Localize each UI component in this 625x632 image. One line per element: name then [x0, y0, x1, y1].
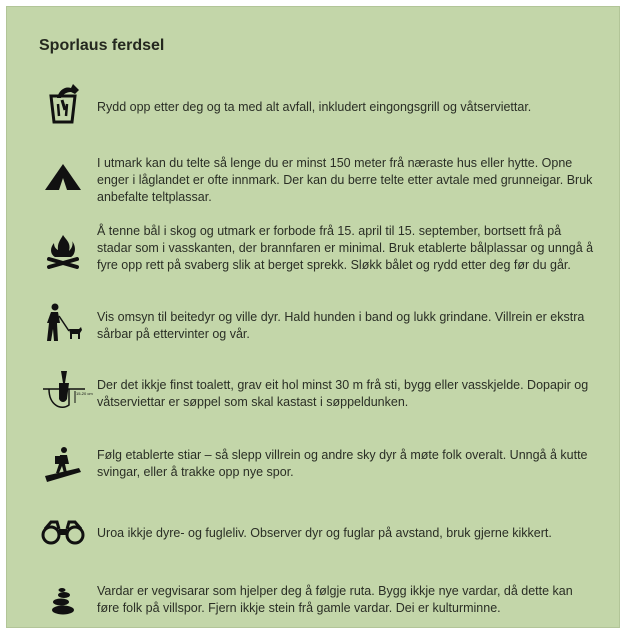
item-text: Vardar er vegvisarar som hjelper deg å følgje ruta. Bygg ikkje nye vardar, då dette kan føre folk på villspor. Fjern ikkje stein frå gamle vardar. Dei er kulturminne.	[97, 584, 573, 615]
info-card	[6, 6, 620, 628]
page-title: Sporlaus ferdsel	[39, 37, 165, 54]
item-text: Uroa ikkje dyre- og fugleliv. Observer dyr og fuglar på avstand, bruk gjerne kikkert.	[97, 526, 552, 540]
tent-icon	[41, 155, 85, 199]
depth-label: 15-20 cm	[76, 391, 93, 396]
item-text: Vis omsyn til beitedyr og ville dyr. Hald hunden i band og lukk grindane. Villrein er ekstra sårbar på ettervinter og vår.	[97, 310, 585, 341]
item-text: Å tenne bål i skog og utmark er forbode frå 15. april til 15. september, bortsett frå på stadar som i vasskanten, der brannfaren er minimal. Bruk etablerte bålplassar og unngå å fyre opp rett på svaberg slik at berget sprekk. Sløkk bålet og rydd etter deg før du går.	[97, 224, 594, 272]
item-text: Rydd opp etter deg og ta med alt avfall, inkludert eingongsgrill og våtserviettar.	[97, 100, 532, 114]
item-text: Der det ikkje finst toalett, grav eit hol minst 30 m frå sti, bygg eller vasskjelde. Dopapir og våtserviettar er søppel som skal kastast i søppeldunken.	[97, 378, 589, 409]
item-text: I utmark kan du telte så lenge du er minst 150 meter frå næraste hus eller hytte. Opne enger i låglandet er ofte innmark. Der kan du berre telte etter avtale med grunneigar. Bruk anbefalte teltplassar.	[97, 156, 593, 204]
shovel-dig-icon	[41, 369, 91, 413]
campfire-icon	[41, 229, 85, 273]
binoculars-icon	[41, 511, 85, 555]
cairn-stones-icon	[41, 579, 85, 623]
hiker-on-trail-icon	[41, 443, 85, 487]
person-walking-dog-icon	[41, 301, 85, 345]
trash-bin-icon	[41, 81, 85, 125]
item-text: Følg etablerte stiar – så slepp villrein og andre sky dyr å møte folk overalt. Unngå å kutte svingar, eller å trakke opp nye spor.	[97, 448, 588, 479]
